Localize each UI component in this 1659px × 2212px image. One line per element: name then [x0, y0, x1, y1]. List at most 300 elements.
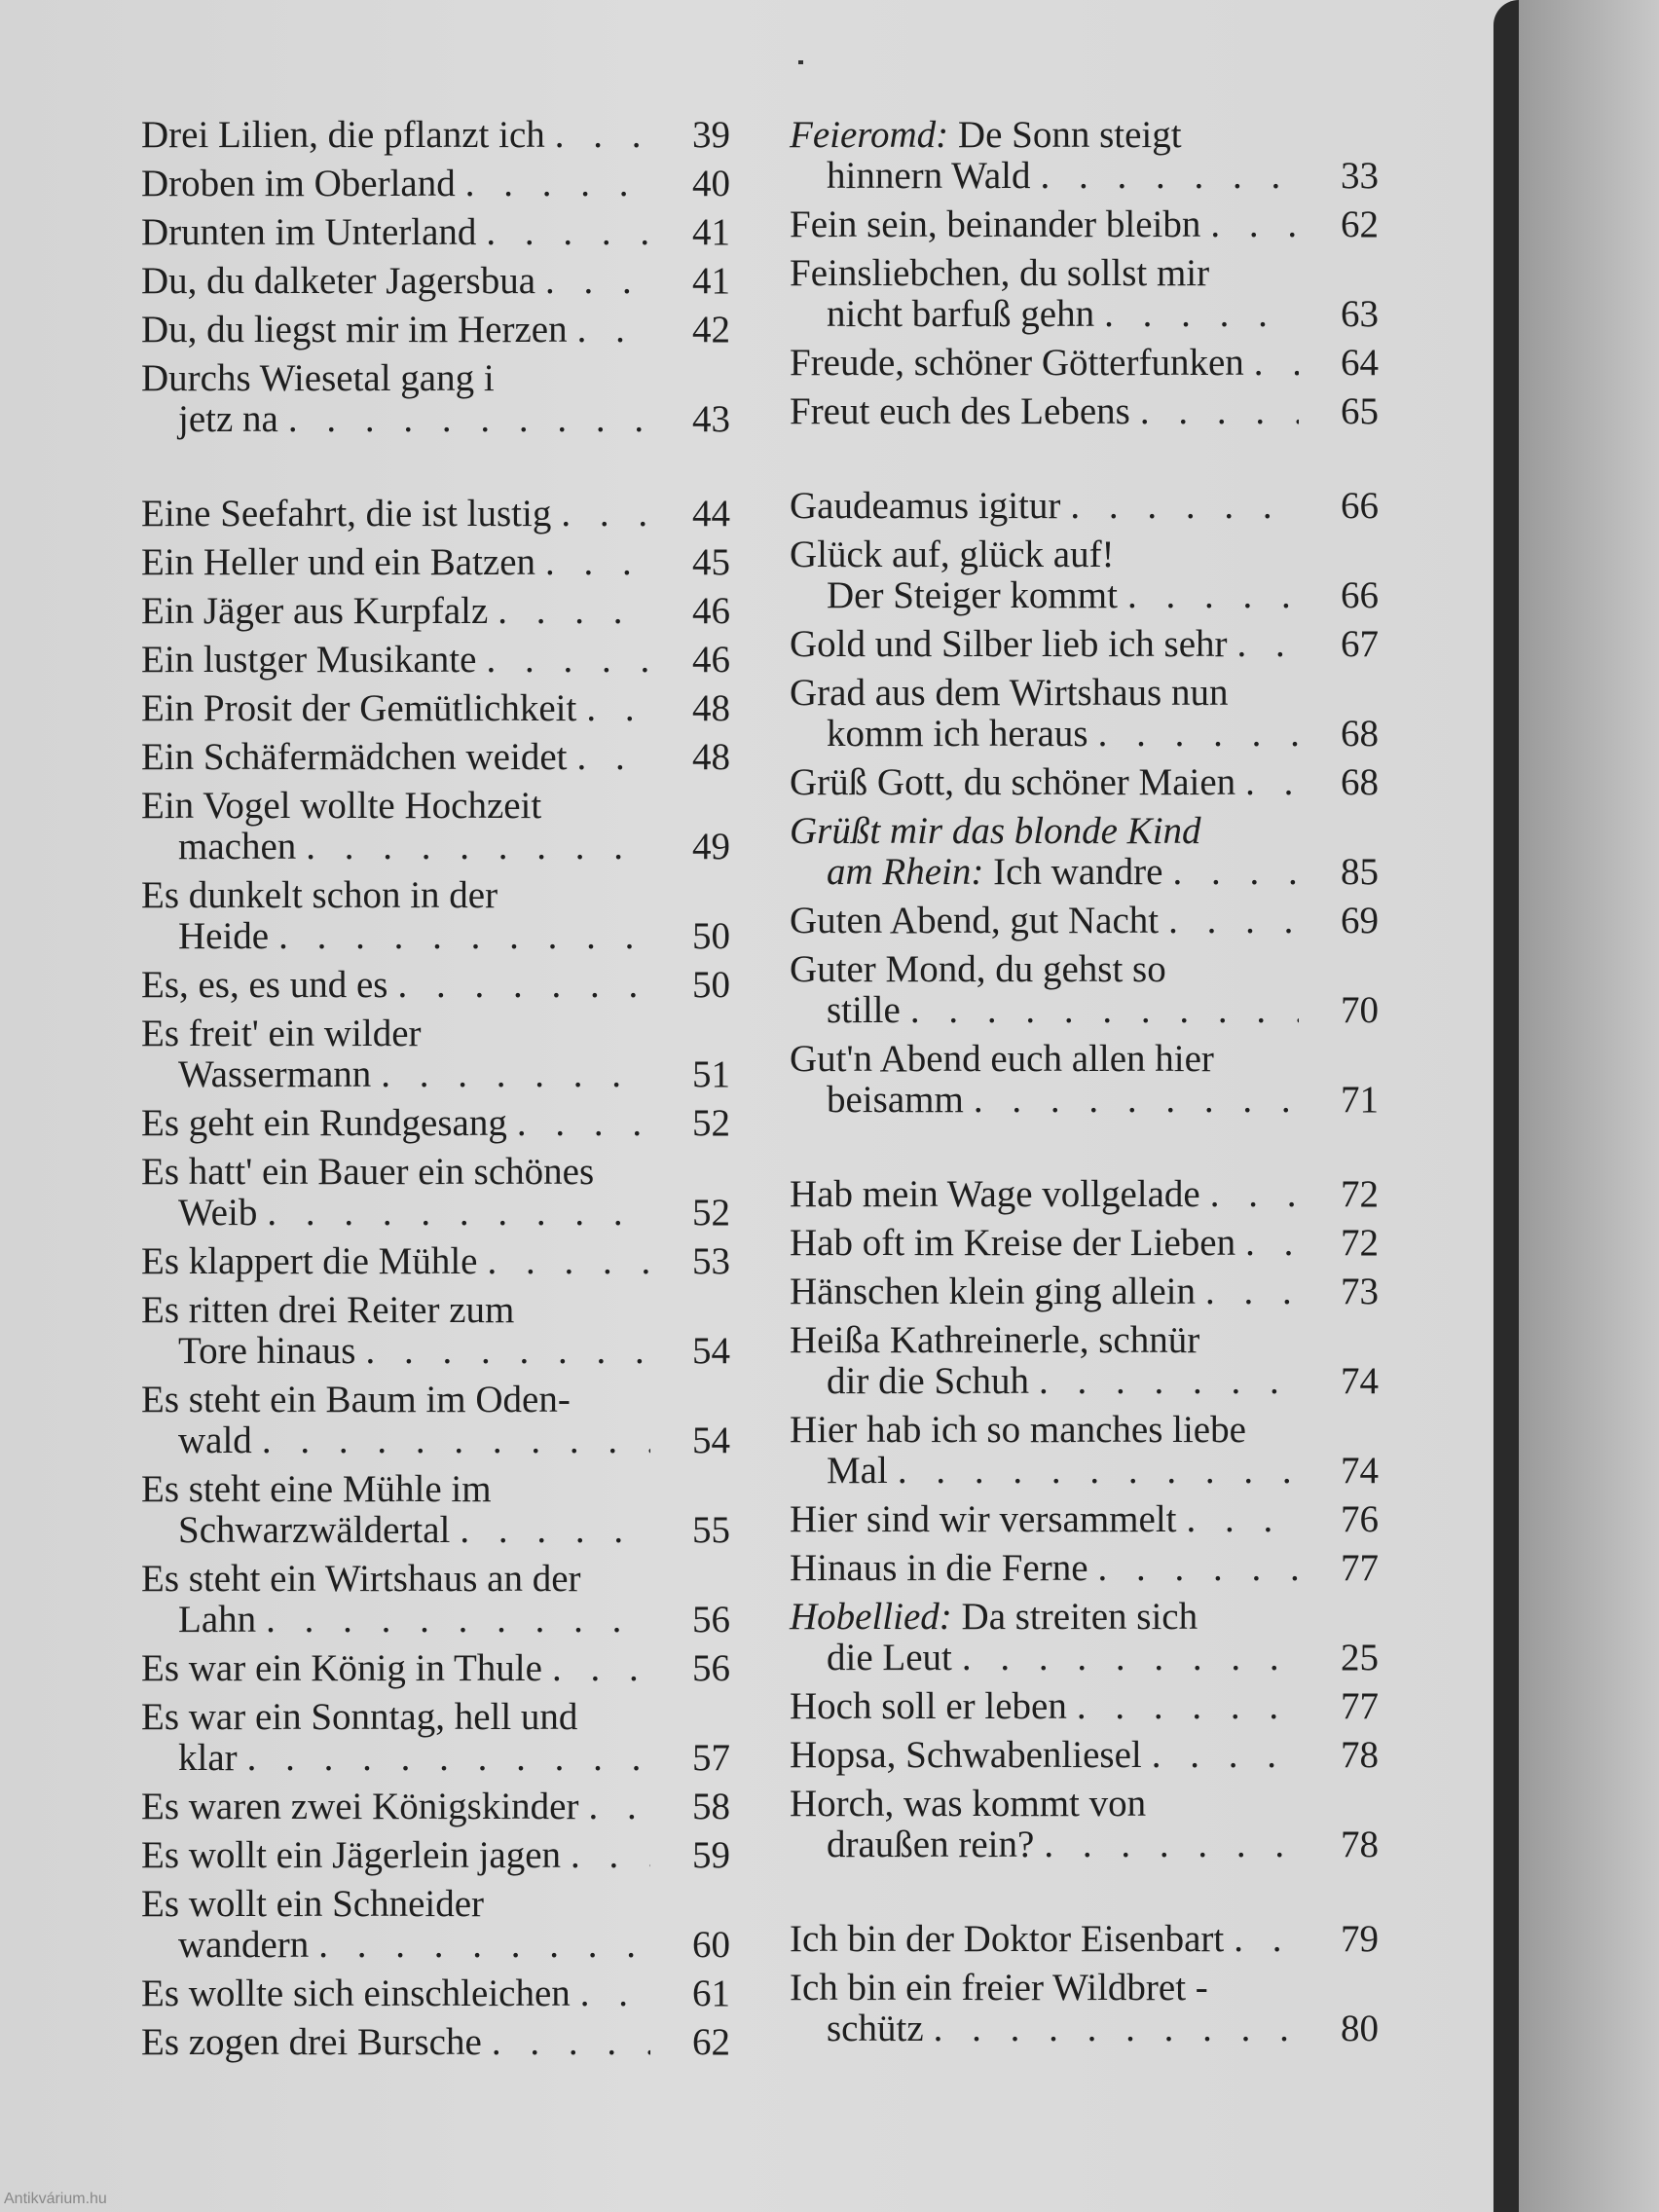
index-entry: [790, 253, 1379, 335]
entry-title-text: Durchs Wiesetal gang i: [141, 357, 495, 399]
leader-dots: [488, 591, 650, 632]
index-entry: [790, 1410, 1379, 1492]
leader-dots: [551, 494, 650, 535]
leader-dots: [456, 164, 650, 204]
entry-title-text: komm ich heraus: [827, 713, 1088, 755]
index-entry: [141, 261, 730, 302]
leader-dots: [1200, 1174, 1299, 1215]
entry-title-text: Ein Schäfermädchen weidet: [141, 736, 568, 778]
index-entry: [790, 762, 1379, 803]
entry-title: [790, 1784, 1146, 1825]
index-entry: [790, 343, 1379, 384]
entry-title-text: Da streiten sich: [951, 1596, 1198, 1638]
leader-dots: [1029, 1361, 1299, 1402]
entry-title: [141, 1014, 422, 1054]
leader-dots: [578, 1787, 650, 1827]
entry-title: [141, 688, 576, 729]
entry-title-text: Hoch soll er leben: [790, 1685, 1067, 1727]
entry-title: [827, 2009, 924, 2049]
leader-dots: [257, 1193, 650, 1234]
entry-title-text: Tore hinaus: [178, 1330, 356, 1372]
entry-title-text: Guter Mond, du gehst so: [790, 948, 1166, 990]
entry-title: [141, 1469, 492, 1510]
entry-title-text: Ich bin ein freier Wildbret -: [790, 1967, 1208, 2009]
page-number: 33: [1341, 155, 1379, 197]
entry-title-text: Es steht eine Mühle im: [141, 1468, 492, 1510]
entry-title: [790, 1223, 1235, 1264]
entry-title-text: beisamm: [827, 1079, 964, 1121]
entry-title-text: Feinsliebchen, du sollst mir: [790, 252, 1210, 294]
entry-title-text: Hab mein Wage vollgelade: [790, 1173, 1200, 1215]
entry-title-text: Ich wandre: [983, 851, 1163, 893]
entry-title: [790, 1735, 1142, 1776]
entry-title-text: Lahn: [178, 1599, 257, 1641]
entry-title: [827, 1080, 964, 1121]
leader-dots: [482, 2022, 650, 2063]
leader-dots: [1224, 1919, 1299, 1960]
leader-dots: [535, 542, 650, 583]
leader-dots: [1159, 901, 1299, 941]
page-number: 74: [1341, 1360, 1379, 1402]
page-number: 69: [1341, 900, 1379, 941]
index-entry: [141, 164, 730, 204]
index-entry: [141, 1648, 730, 1689]
entry-title: [141, 542, 535, 583]
entry-title-text: Gut'n Abend euch allen hier: [790, 1038, 1214, 1080]
index-entry: [790, 391, 1379, 432]
index-entry: [790, 535, 1379, 616]
page-number: 68: [1341, 713, 1379, 755]
entry-title: [141, 640, 476, 681]
entry-title: [790, 1597, 1198, 1638]
entry-title-italic: Feieromd:: [790, 114, 949, 156]
page-number: 55: [692, 1509, 730, 1551]
leader-dots: [571, 1973, 650, 2014]
entry-title: [790, 811, 1201, 852]
entry-title-text: Ein Heller und ein Batzen: [141, 541, 536, 583]
entry-title: [178, 1420, 252, 1461]
entry-title: [141, 358, 495, 399]
entry-title-text: Hier hab ich so manches liebe: [790, 1409, 1246, 1451]
entry-title: [827, 575, 1118, 616]
index-entry: [141, 965, 730, 1006]
entry-title-text: Du, du liegst mir im Herzen: [141, 309, 568, 350]
entry-title-italic: Grüßt mir das blonde Kind: [790, 810, 1201, 852]
entry-title-text: nicht barfuß gehn: [827, 293, 1095, 335]
leader-dots: [888, 1451, 1299, 1492]
entry-title: [141, 1787, 578, 1827]
entry-title: [790, 624, 1228, 665]
entry-title-text: Es zogen drei Bursche: [141, 2021, 482, 2063]
page-number: 70: [1341, 989, 1379, 1031]
page-number: 45: [692, 541, 730, 583]
leader-dots: [576, 688, 650, 729]
entry-title-text: Fein sein, beinander bleibn: [790, 203, 1201, 245]
entry-title-text: hinnern Wald: [827, 155, 1031, 197]
entry-title: [178, 1193, 257, 1234]
entry-title: [141, 1973, 571, 2014]
index-entry: [141, 1697, 730, 1779]
page-number: 25: [1341, 1637, 1379, 1678]
entry-title: [141, 591, 488, 632]
leader-dots: [1142, 1735, 1299, 1776]
leader-dots: [1067, 1686, 1299, 1727]
entry-title: [827, 714, 1088, 755]
entry-title: [178, 399, 278, 440]
index-entry: [790, 1735, 1379, 1776]
leader-dots: [355, 1331, 650, 1372]
page-number: 49: [692, 826, 730, 867]
page-background-edge: [1519, 0, 1659, 2212]
index-entry: [141, 1241, 730, 1282]
entry-title-text: Droben im Oberland: [141, 163, 456, 204]
index-column-right: [790, 115, 1379, 2057]
index-entry: [790, 1320, 1379, 1402]
entry-title-italic: am Rhein:: [827, 851, 984, 893]
entry-title: [827, 1451, 888, 1492]
page-number: 42: [692, 309, 730, 350]
entry-title: [790, 1410, 1246, 1451]
entry-title: [141, 1835, 561, 1876]
entry-title-text: Ein Jäger aus Kurpfalz: [141, 590, 489, 632]
leader-dots: [1088, 1548, 1299, 1589]
index-entry: [141, 1787, 730, 1827]
entry-title-text: Drei Lilien, die pflanzt ich: [141, 114, 545, 156]
entry-title-text: Gold und Silber lieb ich sehr: [790, 623, 1228, 665]
entry-title-text: Drunten im Unterland: [141, 211, 477, 253]
page-number: 60: [692, 1924, 730, 1966]
entry-title: [790, 115, 1182, 156]
leader-dots: [269, 916, 650, 957]
index-entry: [141, 494, 730, 535]
page-number: 54: [692, 1419, 730, 1461]
page-number: 74: [1341, 1450, 1379, 1492]
page-number: 63: [1341, 293, 1379, 335]
entry-title: [141, 1697, 577, 1738]
leader-dots: [1130, 391, 1299, 432]
page-number: 71: [1341, 1079, 1379, 1121]
page-number: 80: [1341, 2008, 1379, 2049]
entry-title: [141, 164, 456, 204]
entry-title: [790, 949, 1166, 990]
entry-title: [827, 1361, 1029, 1402]
entry-title-text: Es steht ein Baum im Oden-: [141, 1379, 571, 1420]
index-entry: [790, 1968, 1379, 2049]
entry-title: [790, 486, 1060, 527]
page-number: 41: [692, 211, 730, 253]
entry-title-text: Es war ein Sonntag, hell und: [141, 1696, 578, 1738]
entry-title: [790, 204, 1200, 245]
entry-title-text: Hab oft im Kreise der Lieben: [790, 1222, 1236, 1264]
entry-title: [178, 827, 296, 867]
leader-dots: [1118, 575, 1299, 616]
index-entry: [790, 624, 1379, 665]
watermark: Antikvárium.hu: [4, 2191, 107, 2207]
entry-title: [141, 1290, 514, 1331]
page-number: 79: [1341, 1918, 1379, 1960]
page-number: 66: [1341, 574, 1379, 616]
leader-dots: [1235, 1223, 1299, 1264]
page-number: 48: [692, 687, 730, 729]
entry-title: [790, 535, 1115, 575]
index-entry: [141, 1973, 730, 2014]
entry-title-italic: Hobellied:: [790, 1596, 952, 1638]
index-entry: [790, 1499, 1379, 1540]
entry-title: [141, 212, 476, 253]
page-number: 59: [692, 1834, 730, 1876]
entry-title-text: Grad aus dem Wirtshaus nun: [790, 672, 1229, 714]
page-number: 56: [692, 1599, 730, 1641]
entry-title-text: Grüß Gott, du schöner Maien: [790, 761, 1236, 803]
entry-title-text: Freude, schöner Götterfunken: [790, 342, 1244, 384]
entry-title: [827, 156, 1031, 197]
entry-title-text: Es geht ein Rundgesang: [141, 1102, 507, 1144]
entry-title: [178, 1738, 238, 1779]
leader-dots: [1200, 204, 1299, 245]
entry-title-text: Ein lustger Musikante: [141, 639, 477, 681]
entry-title: [827, 852, 1162, 893]
page-number: 54: [692, 1330, 730, 1372]
entry-title: [827, 294, 1094, 335]
leader-dots: [252, 1420, 650, 1461]
entry-title-text: wandern: [178, 1924, 310, 1966]
index-entry: [141, 786, 730, 867]
leader-dots: [952, 1638, 1299, 1678]
entry-title-text: Schwarzwäldertal: [178, 1509, 451, 1551]
index-entry: [141, 688, 730, 729]
entry-title: [141, 1152, 594, 1193]
index-entry: [141, 1014, 730, 1095]
page-number: 43: [692, 398, 730, 440]
index-entry: [790, 1919, 1379, 1960]
entry-title: [141, 1103, 507, 1144]
page-binding-edge: [1493, 0, 1519, 2212]
index-entry: [790, 901, 1379, 941]
entry-title-text: Eine Seefahrt, die ist lustig: [141, 493, 552, 535]
index-entry: [790, 1223, 1379, 1264]
index-entry: [790, 204, 1379, 245]
page-number: 56: [692, 1647, 730, 1689]
index-entry: [790, 486, 1379, 527]
entry-title: [141, 115, 545, 156]
page-number: 73: [1341, 1271, 1379, 1312]
entry-title: [790, 1968, 1208, 2009]
index-entry: [790, 1039, 1379, 1121]
page-number: 64: [1341, 342, 1379, 384]
leader-dots: [567, 737, 650, 778]
leader-dots: [238, 1738, 650, 1779]
entry-title-text: Freut euch des Lebens: [790, 390, 1130, 432]
entry-title-text: Guten Abend, gut Nacht: [790, 900, 1160, 941]
entry-title-text: Ich bin der Doktor Eisenbart: [790, 1918, 1225, 1960]
entry-title-text: Hinaus in die Ferne: [790, 1547, 1088, 1589]
page-number: 66: [1341, 485, 1379, 527]
leader-dots: [476, 212, 650, 253]
index-entry: [141, 1469, 730, 1551]
entry-title-text: stille: [827, 989, 901, 1031]
page-number: 72: [1341, 1222, 1379, 1264]
entry-title-text: schütz: [827, 2008, 924, 2049]
page-number: 61: [692, 1972, 730, 2014]
page-number: 68: [1341, 761, 1379, 803]
entry-title: [827, 990, 901, 1031]
page-number: 85: [1341, 851, 1379, 893]
entry-title: [141, 1380, 571, 1420]
page-number: 77: [1341, 1685, 1379, 1727]
page-number: 46: [692, 590, 730, 632]
entry-title-text: Horch, was kommt von: [790, 1783, 1147, 1825]
entry-title-text: Wassermann: [178, 1053, 372, 1095]
entry-title-text: Glück auf, glück auf!: [790, 534, 1115, 575]
entry-title: [141, 2022, 482, 2063]
index-entry: [790, 1174, 1379, 1215]
entry-title-text: Es wollte sich einschleichen: [141, 1972, 571, 2014]
entry-title-text: Es freit' ein wilder: [141, 1013, 422, 1054]
index-entry: [141, 2022, 730, 2063]
entry-title: [178, 1510, 450, 1551]
entry-title: [178, 1925, 309, 1966]
entry-title: [141, 875, 498, 916]
leader-dots: [309, 1925, 650, 1966]
entry-title-text: Hopsa, Schwabenliesel: [790, 1734, 1142, 1776]
leader-dots: [535, 261, 650, 302]
leader-dots: [1034, 1825, 1299, 1865]
entry-title-text: machen: [178, 826, 297, 867]
index-entry: [141, 737, 730, 778]
leader-dots: [450, 1510, 650, 1551]
index-entry: [790, 1597, 1379, 1678]
entry-title: [790, 1272, 1196, 1312]
index-entry: [141, 542, 730, 583]
leader-dots: [542, 1648, 650, 1689]
entry-title-text: Du, du dalketer Jagersbua: [141, 260, 536, 302]
entry-title: [141, 786, 541, 827]
entry-title: [790, 1174, 1200, 1215]
entry-title: [790, 1686, 1067, 1727]
entry-title: [790, 1039, 1214, 1080]
page-number: 57: [692, 1737, 730, 1779]
leader-dots: [478, 1241, 651, 1282]
leader-dots: [278, 399, 650, 440]
index-entry: [790, 673, 1379, 755]
page-number: 51: [692, 1053, 730, 1095]
page-number: 67: [1341, 623, 1379, 665]
entry-title: [790, 1499, 1176, 1540]
entry-title: [790, 391, 1130, 432]
leader-dots: [1060, 486, 1299, 527]
leader-dots: [901, 990, 1299, 1031]
page-number: 48: [692, 736, 730, 778]
leader-dots: [1031, 156, 1299, 197]
leader-dots: [1162, 852, 1299, 893]
entry-title: [827, 1825, 1034, 1865]
entry-title: [178, 1600, 256, 1641]
entry-title: [178, 916, 269, 957]
page-number: 65: [1341, 390, 1379, 432]
entry-title: [827, 1638, 952, 1678]
index-entry: [141, 1559, 730, 1641]
leader-dots: [545, 115, 650, 156]
index-entry: [141, 1290, 730, 1372]
index-entry: [141, 1835, 730, 1876]
entry-title: [790, 1919, 1224, 1960]
index-entry: [141, 591, 730, 632]
page-number: 62: [692, 2021, 730, 2063]
index-entry: [141, 358, 730, 440]
entry-title-text: De Sonn steigt: [948, 114, 1182, 156]
ink-speck: [798, 60, 803, 64]
page-number: 40: [692, 163, 730, 204]
entry-title: [790, 1320, 1199, 1361]
entry-title-text: Es, es, es und es: [141, 964, 388, 1006]
index-entry: [790, 115, 1379, 197]
leader-dots: [1176, 1499, 1299, 1540]
leader-dots: [1228, 624, 1299, 665]
entry-title-text: draußen rein?: [827, 1824, 1035, 1865]
entry-title: [790, 673, 1228, 714]
entry-title-text: Der Steiger kommt: [827, 574, 1118, 616]
entry-title-text: Heide: [178, 915, 270, 957]
index-entry: [141, 640, 730, 681]
page-number: 46: [692, 639, 730, 681]
entry-title: [790, 762, 1235, 803]
index-entry: [790, 949, 1379, 1031]
index-entry: [141, 212, 730, 253]
entry-title-text: Es war ein König in Thule: [141, 1647, 542, 1689]
index-entry: [141, 115, 730, 156]
page-number: 50: [692, 915, 730, 957]
page-number: 39: [692, 114, 730, 156]
page-number: 78: [1341, 1824, 1379, 1865]
entry-title: [790, 901, 1159, 941]
page-number: 78: [1341, 1734, 1379, 1776]
index-entry: [141, 310, 730, 350]
leader-dots: [371, 1054, 650, 1095]
entry-title-text: Weib: [178, 1192, 258, 1234]
entry-title-text: Es waren zwei Königskinder: [141, 1786, 579, 1827]
index-entry: [790, 811, 1379, 893]
leader-dots: [1094, 294, 1299, 335]
page-number: 58: [692, 1786, 730, 1827]
page-number: 41: [692, 260, 730, 302]
entry-title-text: Es wollt ein Schneider: [141, 1883, 485, 1925]
entry-title-text: klar: [178, 1737, 238, 1779]
index-entry: [141, 875, 730, 957]
page-number: 77: [1341, 1547, 1379, 1589]
index-entry: [790, 1548, 1379, 1589]
leader-dots: [507, 1103, 650, 1144]
entry-title-text: Mal: [827, 1450, 888, 1492]
index-entry: [790, 1784, 1379, 1865]
leader-dots: [387, 965, 650, 1006]
entry-title-text: Hier sind wir versammelt: [790, 1498, 1177, 1540]
entry-title: [141, 1559, 581, 1600]
page-number: 44: [692, 493, 730, 535]
entry-title-text: Es steht ein Wirtshaus an der: [141, 1558, 581, 1600]
page-number: 72: [1341, 1173, 1379, 1215]
entry-title-text: Ein Vogel wollte Hochzeit: [141, 785, 542, 827]
entry-title-text: Hänschen klein ging allein: [790, 1271, 1196, 1312]
leader-dots: [296, 827, 650, 867]
entry-title: [141, 310, 568, 350]
entry-title-text: Es klappert die Mühle: [141, 1240, 478, 1282]
leader-dots: [1196, 1272, 1299, 1312]
index-column-left: [141, 115, 730, 2071]
entry-title-text: dir die Schuh: [827, 1360, 1029, 1402]
entry-title-text: jetz na: [178, 398, 278, 440]
leader-dots: [476, 640, 650, 681]
index-entry: [141, 1103, 730, 1144]
